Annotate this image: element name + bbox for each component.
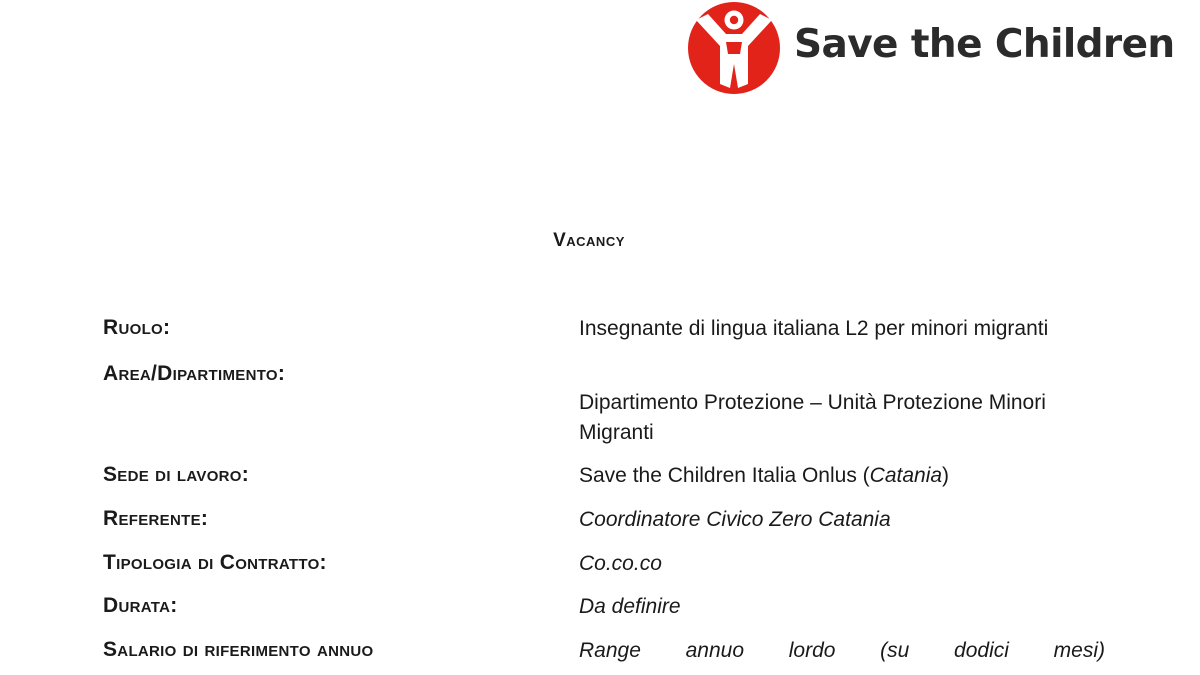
field-label-durata: Durata: — [103, 594, 178, 617]
field-label-area-dipartimento: Area/Dipartimento: — [103, 362, 286, 385]
field-value-tipologia-contratto: Co.co.co — [579, 552, 662, 575]
field-value-durata: Da definire — [579, 595, 681, 618]
field-value-referente: Coordinatore Civico Zero Catania — [579, 508, 891, 531]
logo-wordmark: Save the Children — [794, 22, 1175, 67]
field-value-sede-organization: Save the Children Italia Onlus — [579, 464, 857, 487]
field-label-referente: Referente: — [103, 507, 209, 530]
field-value-sede-di-lavoro: Save the Children Italia Onlus (Catania) — [579, 464, 950, 487]
field-value-salario: Range annuo lordo (su dodici mesi) — [579, 639, 1105, 662]
field-label-ruolo: Ruolo: — [103, 316, 171, 339]
child-figure-icon — [686, 0, 782, 96]
field-value-sede-city: Catania — [869, 464, 943, 487]
field-value-ruolo: Insegnante di lingua italiana L2 per minori migranti — [579, 317, 1049, 340]
field-value-area-dipartimento: Dipartimento Protezione – Unità Protezione Minori Migranti — [579, 391, 1046, 444]
document-heading: Vacancy — [553, 230, 625, 251]
field-label-sede-di-lavoro: Sede di lavoro: — [103, 463, 250, 486]
save-the-children-logo — [686, 0, 1175, 100]
field-label-salario: Salario di riferimento annuo — [103, 638, 374, 661]
field-label-tipologia-contratto: Tipologia di Contratto: — [103, 551, 327, 574]
